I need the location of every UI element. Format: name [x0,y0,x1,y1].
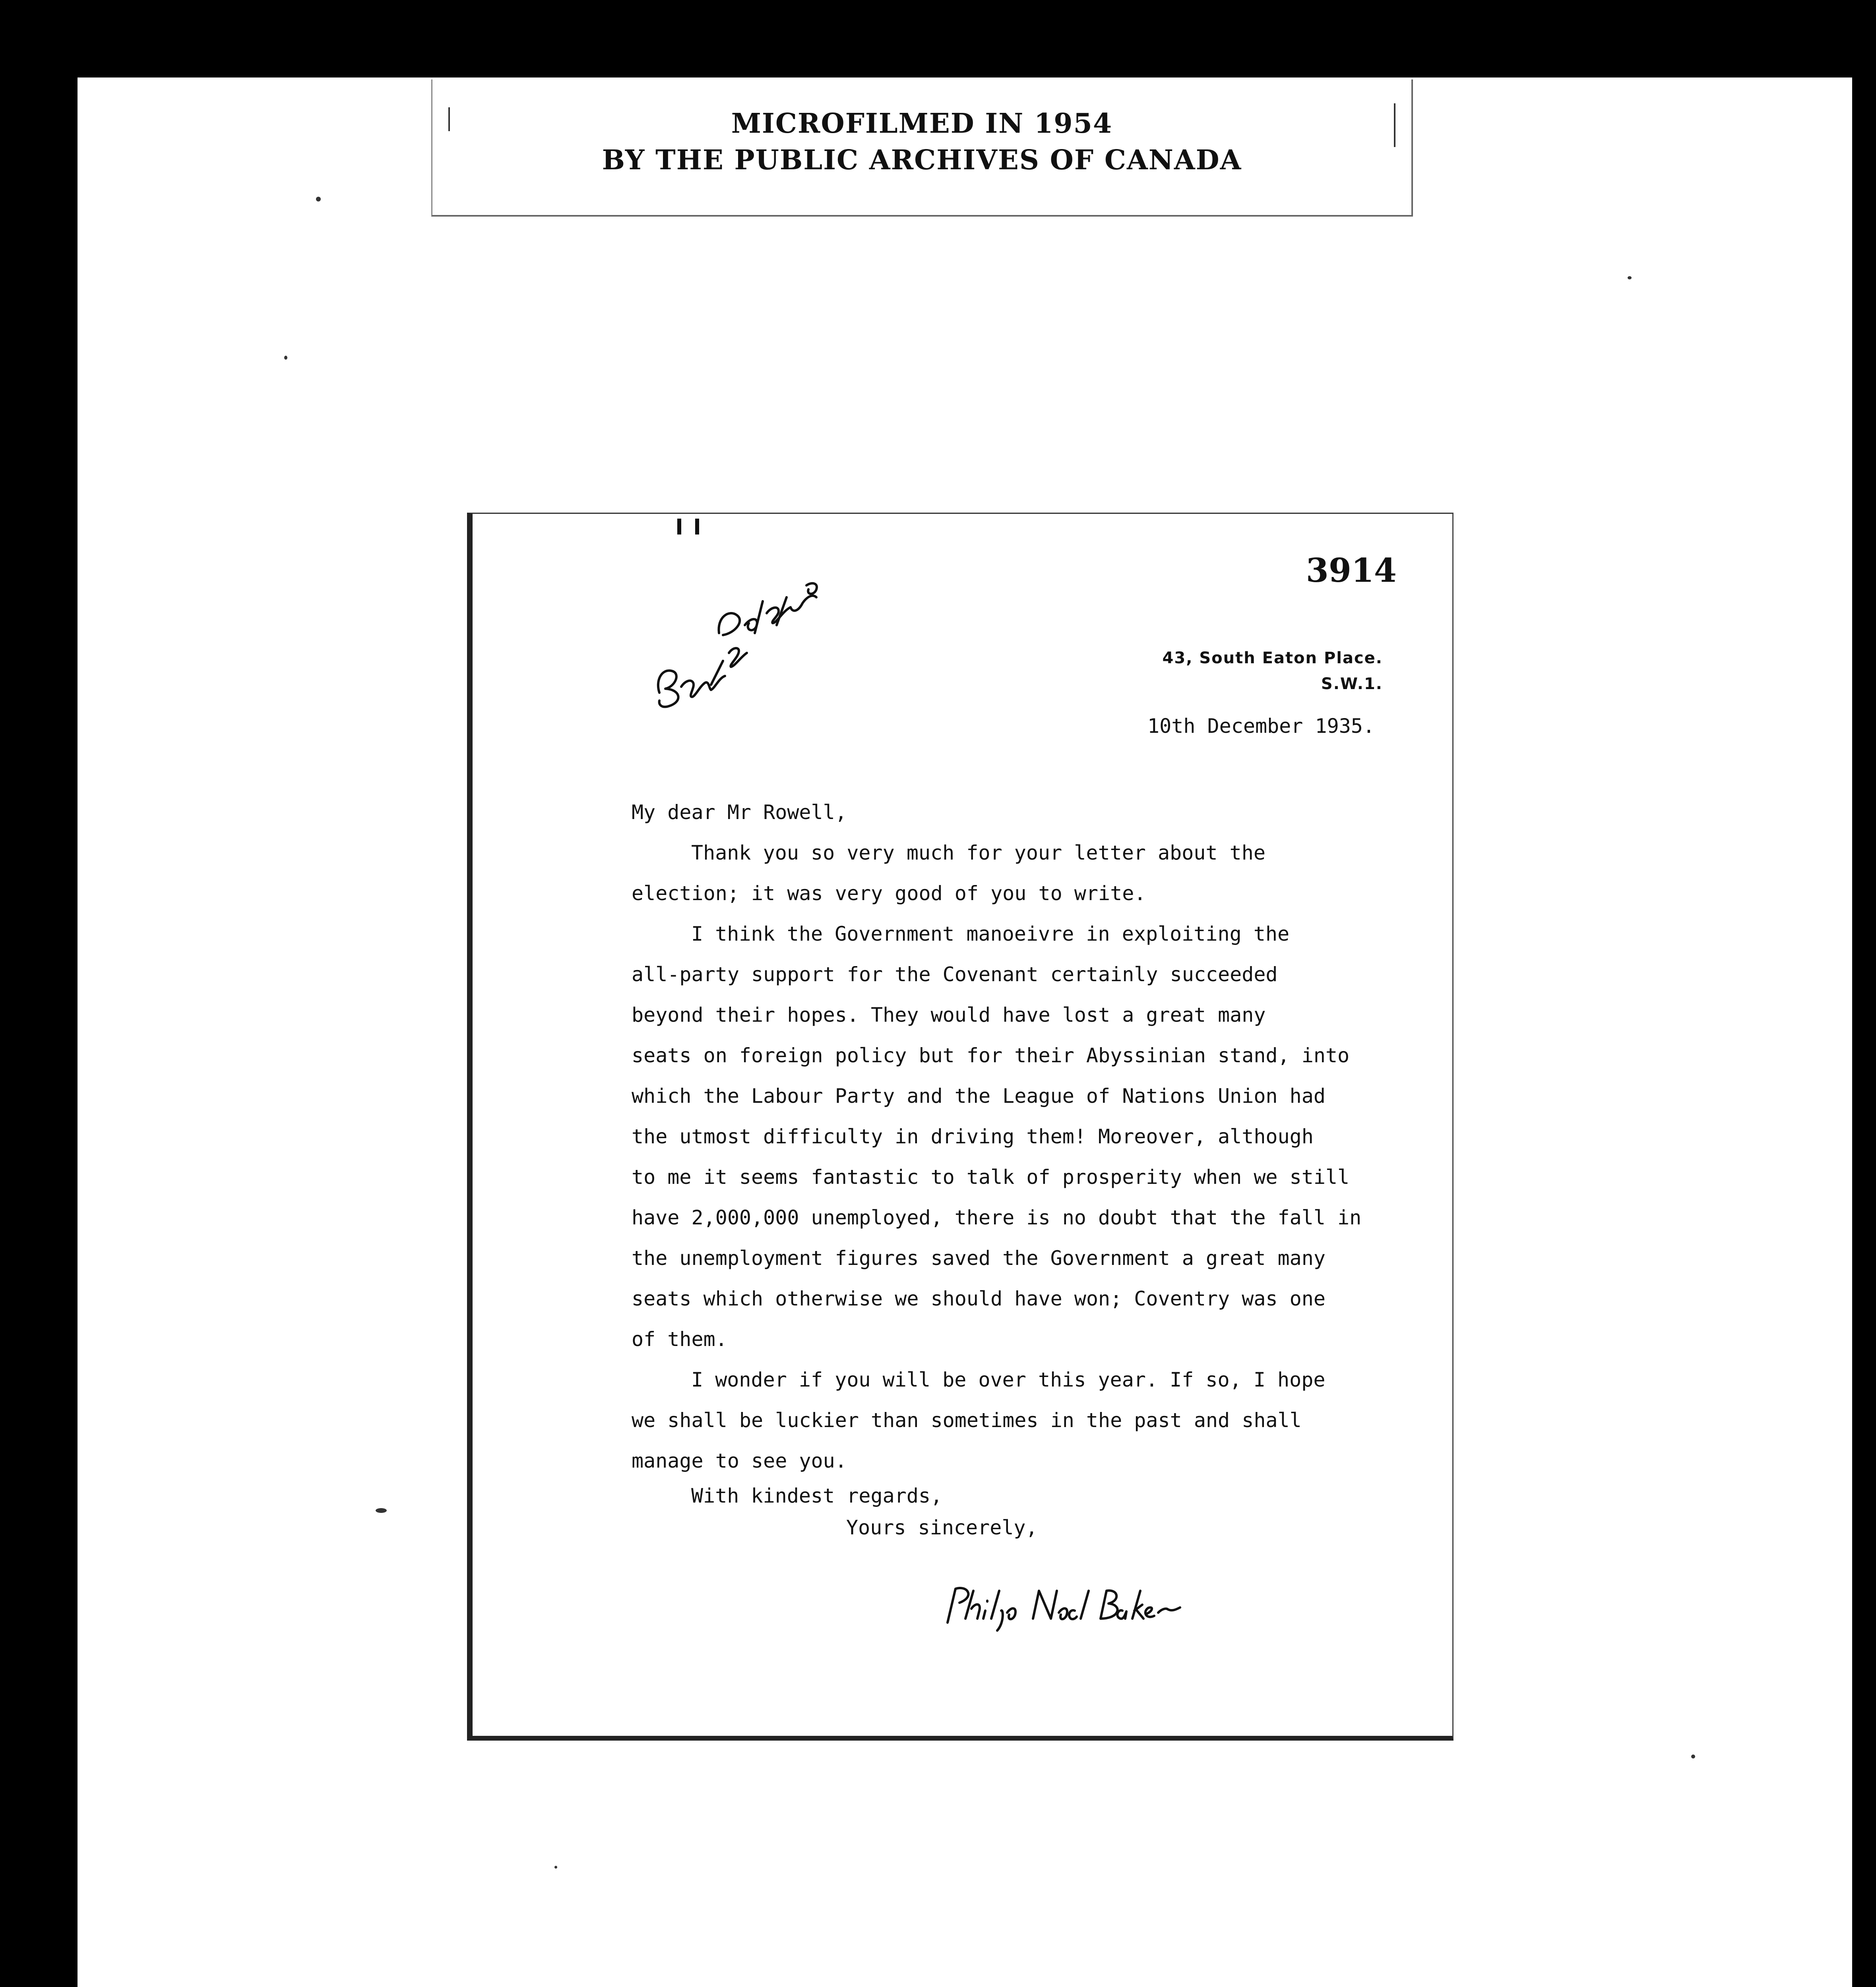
banner-line-1: MICROFILMED IN 1954 [731,108,1113,139]
body-line: I think the Government manoeivre in exploiting the [691,922,1290,945]
sender-address-line-2: S.W.1. [1321,675,1383,693]
body-line: to me it seems fantastic to talk of prosperity when we still [632,1166,1350,1189]
banner-line-2: BY THE PUBLIC ARCHIVES OF CANADA [602,144,1242,176]
registration-mark [448,107,450,131]
body-line: manage to see you. [632,1449,847,1472]
staple-mark [677,519,681,535]
letter-body [632,792,1426,1481]
film-speck [554,1866,557,1869]
document-number: 3914 [1306,552,1397,590]
registration-mark [1394,103,1395,147]
handwritten-note [643,550,850,726]
body-line: which the Labour Party and the League of Nations Union had [632,1085,1326,1108]
body-line: seats on foreign policy but for their Abyssinian stand, into [632,1044,1350,1067]
body-line: Thank you so very much for your letter about the [691,841,1266,864]
signoff-line: Yours sincerely, [846,1516,1038,1539]
body-line: seats which otherwise we should have won; Coventry was one [632,1287,1326,1310]
film-speck [1628,276,1632,279]
body-line: the unemployment figures saved the Government a great many [632,1247,1326,1270]
staple-mark [695,519,699,535]
film-speck [316,197,321,201]
body-line: beyond their hopes. They would have lost a great many [632,1003,1266,1026]
body-line: we shall be luckier than sometimes in the past and shall [632,1409,1302,1432]
body-line: of them. [632,1328,727,1351]
closing-line: With kindest regards, [691,1484,943,1507]
archive-sheet [78,77,1852,1987]
body-line: all-party support for the Covenant certainly succeeded [632,963,1278,986]
letter-date: 10th December 1935. [1147,715,1375,738]
film-speck [1691,1755,1695,1758]
body-line: I wonder if you will be over this year. If so, I hope [691,1368,1326,1391]
microfilm-banner [431,79,1413,217]
handwritten-signature [938,1579,1184,1636]
body-line: the utmost difficulty in driving them! Moreover, although [632,1125,1314,1148]
body-line: have 2,000,000 unemployed, there is no doubt that the fall in [632,1206,1362,1229]
body-line: election; it was very good of you to write. [632,882,1146,905]
film-speck [376,1508,387,1513]
sender-address-line-1: 43, South Eaton Place. [1162,649,1383,667]
salutation: My dear Mr Rowell, [632,801,847,824]
letter-page [467,513,1454,1741]
film-speck [284,356,287,360]
